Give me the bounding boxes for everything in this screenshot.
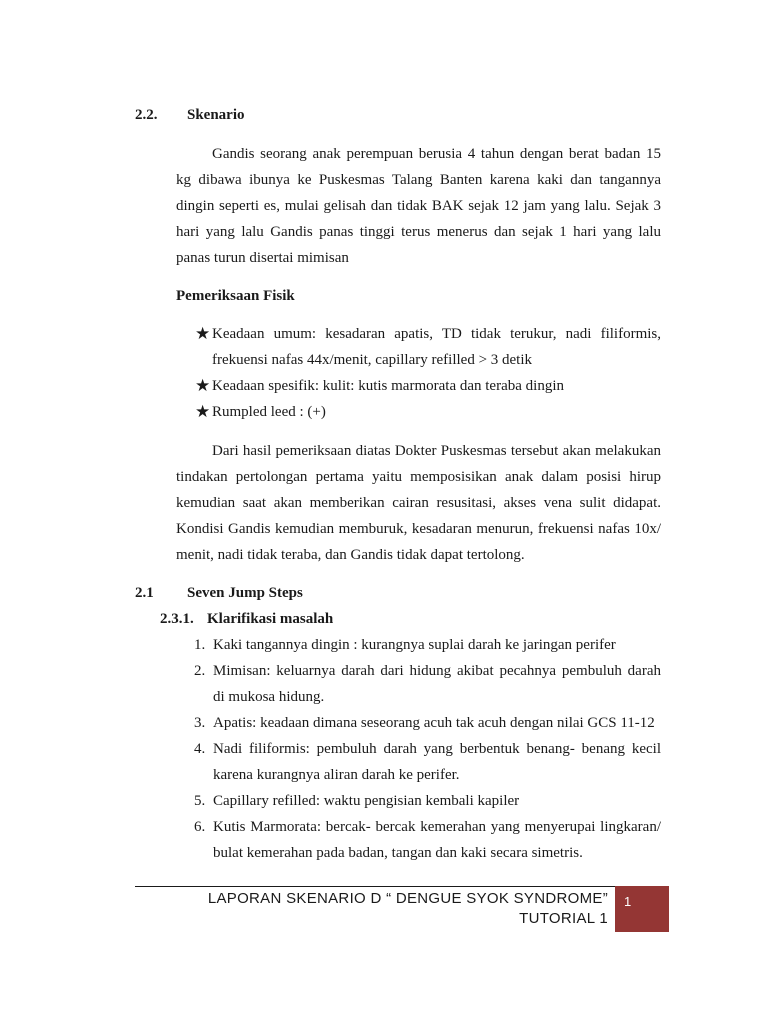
bullet-line: frekuensi nafas 44x/menit, capillary refilled > 3 detik (212, 352, 533, 368)
list-number: 1. (194, 637, 206, 653)
subsection-title: Klarifikasi masalah (207, 611, 334, 627)
footer-subtitle: TUTORIAL 1 (519, 910, 608, 927)
footer-rule (135, 886, 668, 887)
list-number: 5. (194, 793, 206, 809)
list-item: Apatis: keadaan dimana seseorang acuh tak acuh dengan nilai GCS 11-12 (213, 715, 655, 731)
paragraph-line: hari yang lalu Gandis panas tinggi terus menerus dan sejak 1 hari yang lalu (176, 224, 661, 240)
footer-title: LAPORAN SKENARIO D “ DENGUE SYOK SYNDROME” (207, 890, 608, 907)
list-item: Nadi filiformis: pembuluh darah yang berbentuk benang- benang kecil (213, 741, 661, 757)
exam-heading: Pemeriksaan Fisik (176, 288, 295, 304)
bullet-line: Rumpled leed : (+) (212, 404, 326, 420)
paragraph-line: Kondisi Gandis kemudian memburuk, kesadaran menurun, frekuensi nafas 10x/ (176, 521, 661, 537)
paragraph-line: Gandis seorang anak perempuan berusia 4 tahun dengan berat badan 15 (212, 146, 661, 162)
section-number: 2.2. (135, 107, 158, 123)
paragraph-line: kemudian saat akan memberikan cairan resusitasi, akses vena sulit didapat. (176, 495, 661, 511)
list-item: Capillary refilled: waktu pengisian kembali kapiler (213, 793, 520, 809)
page-number: 1 (624, 894, 632, 909)
paragraph-line: kg dibawa ibunya ke Puskesmas Talang Banten karena kaki dan tangannya (176, 172, 661, 188)
bullet-line: Keadaan spesifik: kulit: kutis marmorata dan teraba dingin (212, 378, 564, 394)
list-number: 2. (194, 663, 206, 679)
section-title: Skenario (187, 107, 245, 123)
bullet-line: Keadaan umum: kesadaran apatis, TD tidak terukur, nadi filiformis, (212, 326, 661, 342)
paragraph-line: tindakan pertolongan pertama yaitu memposisikan anak dalam posisi hirup (176, 469, 661, 485)
list-item-continuation: bulat kemerahan pada badan, tangan dan kaki secara simetris. (213, 845, 583, 861)
section2-title: Seven Jump Steps (187, 585, 303, 601)
section2-number: 2.1 (135, 585, 154, 601)
list-number: 4. (194, 741, 206, 757)
paragraph-line: panas turun disertai mimisan (176, 250, 349, 266)
subsection-number: 2.3.1. (160, 611, 194, 627)
paragraph-line: Dari hasil pemeriksaan diatas Dokter Puskesmas tersebut akan melakukan (212, 443, 661, 459)
paragraph-line: menit, nadi tidak teraba, dan Gandis tidak dapat tertolong. (176, 547, 525, 563)
list-item: Kutis Marmorata: bercak- bercak kemerahan yang menyerupai lingkaran/ (213, 819, 661, 835)
star-bullet-icon: ★ (195, 376, 211, 396)
list-number: 6. (194, 819, 206, 835)
star-bullet-icon: ★ (195, 324, 211, 344)
page-number-box (615, 886, 669, 932)
list-item-continuation: karena kurangnya aliran darah ke perifer. (213, 767, 460, 783)
list-item-continuation: di mukosa hidung. (213, 689, 325, 705)
star-bullet-icon: ★ (195, 402, 211, 422)
list-item: Kaki tangannya dingin : kurangnya suplai darah ke jaringan perifer (213, 637, 616, 653)
list-number: 3. (194, 715, 206, 731)
paragraph-line: dingin seperti es, mulai gelisah dan tidak BAK sejak 12 jam yang lalu. Sejak 3 (176, 198, 661, 214)
list-item: Mimisan: keluarnya darah dari hidung akibat pecahnya pembuluh darah (213, 663, 661, 679)
